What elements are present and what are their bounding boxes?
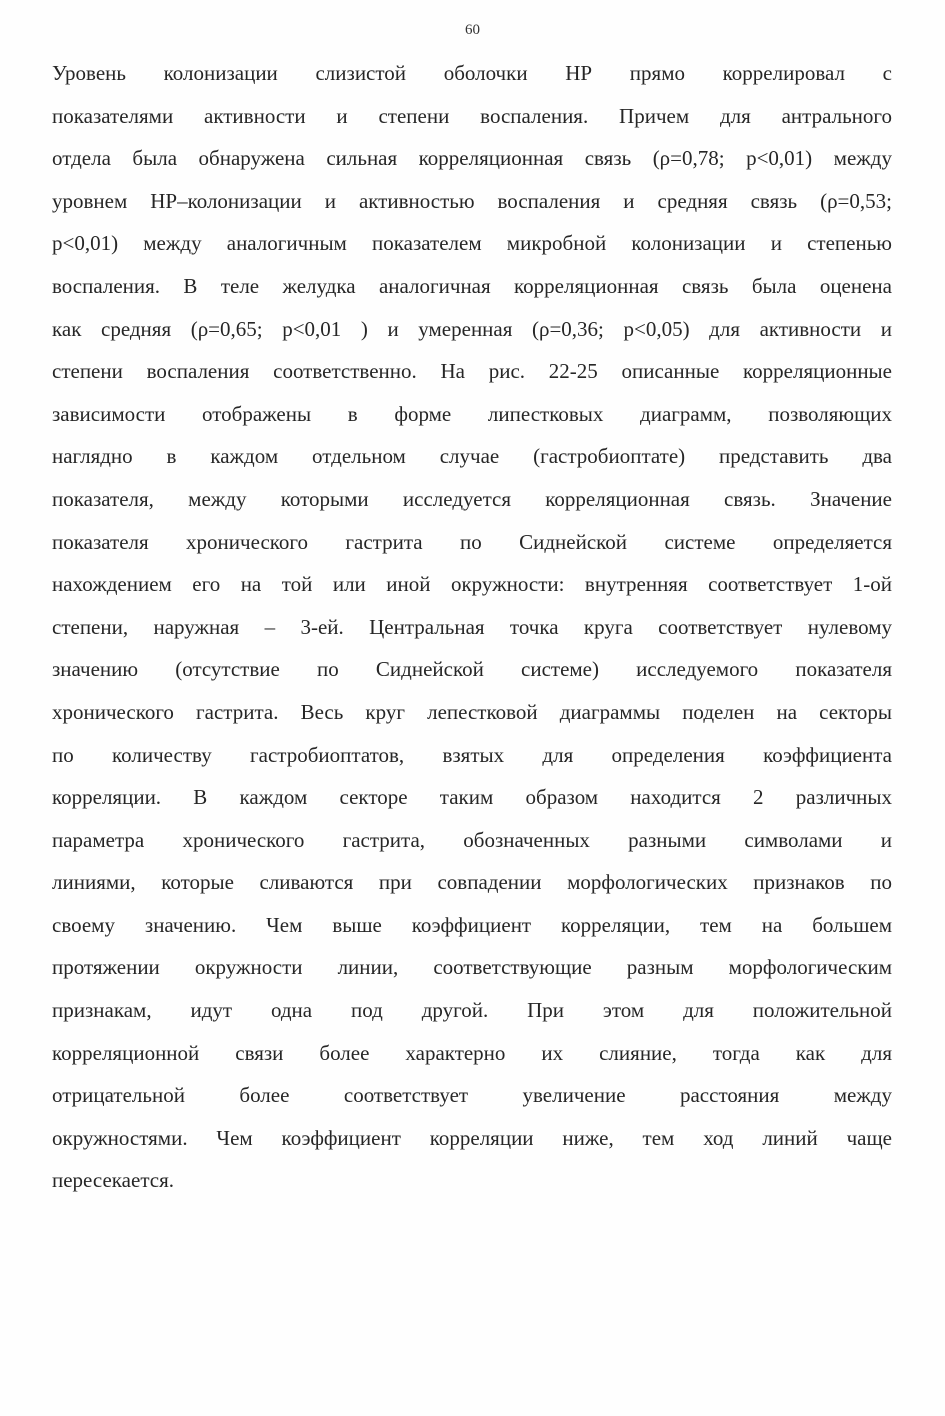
text-line: своему значению. Чем выше коэффициент корреляции, тем на большем xyxy=(52,912,892,937)
text-line: линиями, которые сливаются при совпадении морфологических признаков по xyxy=(52,870,892,895)
text-line: наглядно в каждом отдельном случае (гастробиоптате) представить два xyxy=(52,444,892,469)
text-line: нахождением его на той или иной окружности: внутренняя соответствует 1-ой xyxy=(52,572,892,597)
text-line: зависимости отображены в форме липестковых диаграмм, позволяющих xyxy=(52,401,892,426)
text-line: отрицательной более соответствует увеличение расстояния между xyxy=(52,1083,892,1108)
text-line: Уровень колонизации слизистой оболочки НР прямо коррелировал с xyxy=(52,61,892,85)
text-line: признакам, идут одна под другой. При этом для положительной xyxy=(52,998,892,1023)
text-line: уровнем НР–колонизации и активностью воспаления и средняя связь (ρ=0,53; xyxy=(52,188,892,213)
text-line: хронического гастрита. Весь круг лепестковой диаграммы поделен на секторы xyxy=(52,699,892,724)
text-line: p<0,01) между аналогичным показателем микробной колонизации и степенью xyxy=(52,231,892,256)
page-number: 60 xyxy=(465,22,480,38)
text-line: окружностями. Чем коэффициент корреляции ниже, тем ход линий чаще xyxy=(52,1125,892,1150)
text-line: значению (отсутствие по Сиднейской системе) исследуемого показателя xyxy=(52,657,892,682)
text-line: как средняя (ρ=0,65; p<0,01 ) и умеренная (ρ=0,36; p<0,05) для активности и xyxy=(52,316,892,341)
text-line: корреляционной связи более характерно их слияние, тогда как для xyxy=(52,1040,892,1065)
text-line: степени воспаления соответственно. На рис. 22-25 описанные корреляционные xyxy=(52,359,892,384)
text-line: протяжении окружности линии, соответствующие разным морфологическим xyxy=(52,955,892,980)
text-line: корреляции. В каждом секторе таким образом находится 2 различных xyxy=(52,785,892,810)
text-line: показателя хронического гастрита по Сиднейской системе определяется xyxy=(52,529,892,554)
text-line: показателя, между которыми исследуется корреляционная связь. Значение xyxy=(52,486,892,511)
text-line: степени, наружная – 3-ей. Центральная точка круга соответствует нулевому xyxy=(52,614,892,639)
text-line: воспаления. В теле желудка аналогичная корреляционная связь была оценена xyxy=(52,273,892,298)
text-line: показателями активности и степени воспаления. Причем для антрального xyxy=(52,103,892,128)
text-line-last: пересекается. xyxy=(52,1168,174,1193)
text-line: параметра хронического гастрита, обозначенных разными символами и xyxy=(52,827,892,852)
text-line: по количеству гастробиоптатов, взятых для определения коэффициента xyxy=(52,742,892,767)
body-paragraph xyxy=(52,52,892,1202)
text-line: отдела была обнаружена сильная корреляционная связь (ρ=0,78; p<0,01) между xyxy=(52,146,892,171)
